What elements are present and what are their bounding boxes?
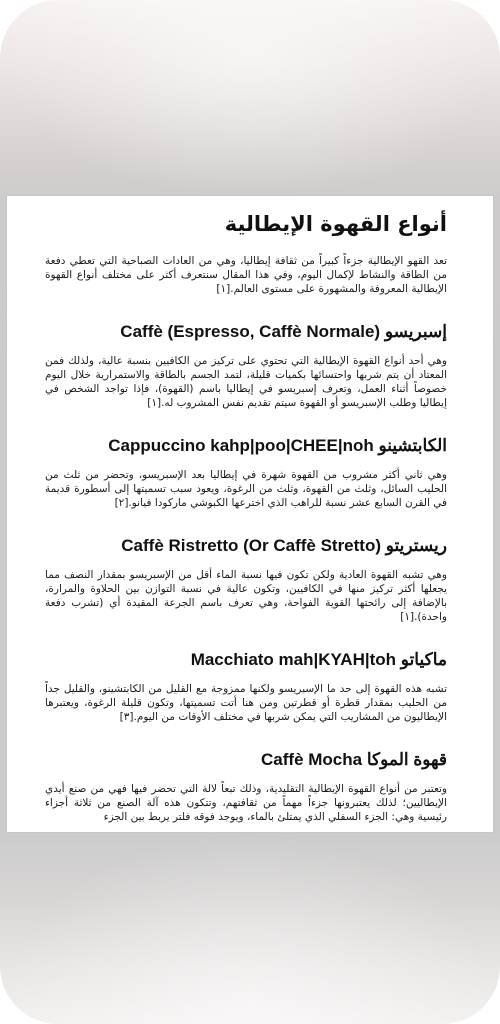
- section-macchiato: [45, 650, 447, 724]
- top-glow: [0, 0, 500, 200]
- intro-paragraph: تعد القهو الإيطالية جزءاً كبيراً من ثقافة إيطاليا، وهي من العادات الصباحية التي تعطي دفعة من الطاقة والنشاط لإكمال اليوم، وفي هذا المقال سنتعرف أكثر على مختلف أنواع القهوة الإيطالية المعروفة والمشهورة على مستوى العالم.[١]: [45, 255, 447, 295]
- article-content: [7, 196, 493, 832]
- article-page[interactable]: [7, 196, 493, 832]
- section-heading: ماكياتو Macchiato mah|KYAH|toh: [190, 650, 447, 669]
- section-ristretto: [45, 536, 447, 624]
- section-paragraph: وتعتبر من أنواع القهوة الإيطالية التقليدية، وذلك تبعاً لالة التي تحضر فيها فهي من صنع أيدي الإيطاليين؛ لذلك يعتبرونها جزءاً مهماً من ثقافتهم، وتتكون هذه آلة الصنع من ثلاثة أجزاء رئيسية وهي: الجزء السفلي الذي يمتلئ بالماء، ويوجد فوقه فلتر يربط بين الجزء: [45, 783, 447, 823]
- bottom-glow: [0, 832, 500, 1024]
- section-heading: الكابتشينو Cappuccino kahp|poo|CHEE|noh: [108, 436, 447, 455]
- section-heading: قهوة الموكا Caffè Mocha: [261, 750, 447, 769]
- section-paragraph: وهي ثاني أكثر مشروب من القهوة شهرة في إيطاليا بعد الإسبريسو، وتحضر من ثلث من الحليب السائل، وثلث من القهوة، وثلث من الرغوة، ويعود سبب تسميتها إلى أسطورة قديمة في القرن السابع عشر نسبة للراهب الذي اخترعها الكبوشي ماركودا فيانو.[٢]: [45, 469, 447, 509]
- section-heading: إسبريسو Caffè (Espresso, Caffè Normale): [120, 322, 447, 341]
- section-paragraph: تشبه هذه القهوة إلى حد ما الإسبريسو ولكنها ممزوجة مع القليل من الكابتشينو، والقليل جداً من الحليب بمقدار قطرة أو قطرتين ومن هنا أتت تسميتها، وتكون قليلة الرغوة، ويعتبرها الإيطاليون من المشاريب التي يمكن شربها في مختلف الأوقات من اليوم.[٣]: [45, 683, 447, 723]
- section-mocha: [45, 750, 447, 824]
- article-title: أنواع القهوة الإيطالية: [224, 212, 447, 236]
- section-espresso: [45, 322, 447, 410]
- section-paragraph: وهي أحد أنواع القهوة الإيطالية التي تحتوي على تركيز من الكافيين بنسبة عالية، ولذلك فمن المعتاد أن يتم شربها واحتسائها بكميات قليلة، لتمد الجسم بالطاقة والاستمرارية خلال اليوم خصوصاً أثناء العمل، وتعرف إسبريسو في إيطاليا باسم (القهوة)، فإذا تواجد الشخص في إيطاليا وطلب الإسبريسو أو القهوة سيتم تقديم نفس المشروب له.[١]: [45, 355, 447, 409]
- section-cappuccino: [45, 436, 447, 510]
- section-heading: ريستريتو Caffè Ristretto (Or Caffè Stretto): [121, 536, 447, 555]
- section-paragraph: وهي تشبه القهوة العادية ولكن تكون فيها نسبة الماء أقل من الإسبريسو بمقدار النصف مما يجعلها أكثر تركيز منها في الكافيين، وتكون عالية في نسبة التوازن بين الحلاوة والمرارة، بالإضافة إلى رائحتها القوية الفواحة، وهي تعرف باسم الجرعة المقيدة أي (تشرب دفعة واحدة).[١]: [45, 569, 447, 623]
